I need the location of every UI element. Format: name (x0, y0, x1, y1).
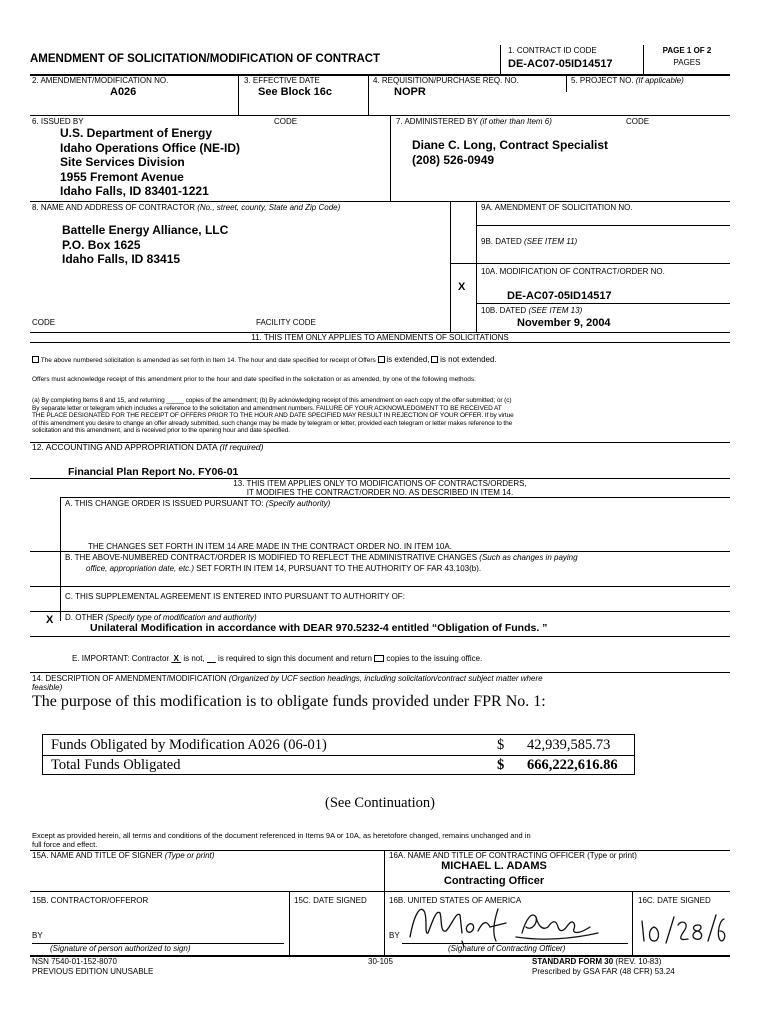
contractor-offeror-label: 15B. CONTRACTOR/OFFEROR (32, 896, 149, 905)
officer-name-label-text: 16A. NAME AND TITLE OF CONTRACTING OFFICER (389, 851, 585, 860)
contract-id-value: DE-AC07-05ID14517 (508, 58, 613, 70)
item11-line1 (32, 356, 497, 365)
except-line1: Except as provided herein, all terms and conditions of the document referenced in Items 9A or 10A, as heretofore changed, remains unchanged and in (32, 831, 531, 840)
item13e-text4: copies to the issuing office. (386, 654, 483, 663)
item13d-value: Unilateral Modification in accordance with DEAR 970.5232-4 entitled “Obligation of Funds. ” (90, 622, 548, 634)
signature-16-caption: (Signature of Contracting Officer) (448, 944, 566, 953)
funds-row-currency: $ (497, 757, 505, 773)
dated-10b-value: November 9, 2004 (517, 317, 611, 329)
contractor-line: Battelle Energy Alliance, LLC (62, 223, 229, 237)
item11-heading: 11. THIS ITEM ONLY APPLIES TO AMENDMENTS OF SOLICITATIONS (251, 333, 509, 342)
item13-heading-line1: 13. THIS ITEM APPLIES ONLY TO MODIFICATIONS OF CONTRACTS/ORDERS, (233, 479, 527, 488)
item11-line1a: The above numbered solicitation is amended as set forth in Item 14. The hour and date specified for receipt of Offers (40, 357, 376, 364)
form-title: AMENDMENT OF SOLICITATION/MODIFICATION OF CONTRACT (30, 53, 381, 65)
item13b-line2 (86, 564, 481, 573)
admin-line: (208) 526-0949 (412, 153, 495, 167)
item13b-text1: B. THE ABOVE-NUMBERED CONTRACT/ORDER IS MODIFIED TO REFLECT THE ADMINISTRATIVE CHANGES (65, 553, 478, 562)
item13-heading-line2: IT MODIFIES THE CONTRACT/ORDER NO. AS DESCRIBED IN ITEM 14. (246, 488, 514, 497)
date-signed-15c-label: 15C. DATE SIGNED (294, 896, 367, 905)
standard-form-name: STANDARD FORM 30 (532, 957, 614, 966)
item13b-text2a: office, appropriation date, etc.) (86, 564, 195, 573)
item13a-label (65, 499, 330, 508)
signer-name-label-text: 15A. NAME AND TITLE OF SIGNER (32, 851, 163, 860)
contractor-label (32, 203, 340, 212)
not-extended-checkbox[interactable] (431, 356, 438, 363)
requisition-label: 4. REQUISITION/PURCHASE REQ. NO. (373, 76, 519, 85)
requisition-value: NOPR (394, 86, 426, 98)
pages-label: PAGES (673, 58, 701, 67)
dated-9b-label (481, 237, 577, 246)
administered-by-label (396, 117, 552, 126)
prescribed-by: Prescribed by GSA FAR (48 CFR) 53.24 (532, 967, 675, 976)
item13d-label-text: D. OTHER (65, 613, 104, 622)
description-note2: feasible) (32, 683, 63, 692)
amendment-solicitation-label: 9A. AMENDMENT OF SOLICITATION NO. (481, 203, 633, 212)
funds-row-currency: $ (497, 737, 505, 753)
by-label-15: BY (32, 931, 43, 940)
item11-para-line: solicitation and this amendment, and is received prior to the opening hour and date specified. (32, 427, 290, 434)
contractor-note: (No., street, county, State and Zip Code) (197, 203, 341, 212)
contractor-label-text: 8. NAME AND ADDRESS OF CONTRACTOR (32, 203, 195, 212)
project-no-label-text: 5. PROJECT NO. (571, 76, 634, 85)
facility-code-label: FACILITY CODE (256, 318, 316, 327)
accounting-label (32, 443, 263, 452)
funds-row-amount: 42,939,585.73 (527, 737, 611, 753)
modification-x-mark: X (458, 281, 466, 293)
item11-line2: Offers must acknowledge receipt of this amendment prior to the hour and date specified in the solicitation or as amended, by one of the following methods: (32, 376, 476, 383)
item13b-text2b: SET FORTH IN ITEM 14, PURSUANT TO THE AUTHORITY OF FAR 43.103(b). (196, 564, 482, 573)
funds-row-label: Funds Obligated by Modification A026 (06-01) (51, 737, 327, 753)
issuer-line: 1955 Fremont Avenue (60, 169, 184, 184)
contractor-address (62, 223, 228, 267)
item13e-text2: is not, (183, 654, 205, 663)
issuer-line: U.S. Department of Energy (60, 126, 213, 140)
item11-paragraph (32, 397, 730, 435)
date-signed-handwritten (636, 911, 728, 945)
description-label-text: 14. DESCRIPTION OF AMENDMENT/MODIFICATION (32, 674, 227, 683)
item13b-note: (Such as changes in paying (479, 553, 578, 562)
by-label-16: BY (389, 931, 400, 940)
administered-by-note: (if other than Item 6) (479, 117, 552, 126)
accounting-note: (If required) (219, 442, 264, 452)
project-no-label (571, 76, 684, 85)
except-text (32, 832, 531, 849)
contract-id-label: 1. CONTRACT ID CODE (508, 46, 597, 55)
signer-name-note: (Type or print) (164, 851, 215, 860)
officer-signature (402, 897, 602, 947)
administered-by-label-text: 7. ADMINISTERED BY (396, 117, 478, 126)
signature-15-caption: (Signature of person authorized to sign) (50, 944, 191, 953)
item13c-text: C. THIS SUPPLEMENTAL AGREEMENT IS ENTERED INTO PURSUANT TO AUTHORITY OF: (65, 592, 405, 601)
amendment-no-label: 2. AMENDMENT/MODIFICATION NO. (32, 76, 169, 85)
extended-text: is extended, (386, 355, 430, 364)
issued-by-code-label: CODE (274, 117, 298, 126)
officer-title: Contracting Officer (443, 875, 545, 887)
officer-name-label (389, 851, 637, 860)
dated-10b-note: (SEE ITEM 13) (528, 306, 583, 315)
description-label (32, 674, 543, 683)
contractor-code-label: CODE (32, 318, 56, 327)
effective-date-value: See Block 16c (258, 86, 332, 98)
dated-9b-label-text: 9B. DATED (481, 237, 522, 246)
administered-by-code-label: CODE (626, 117, 650, 126)
item13a-text: THE CHANGES SET FORTH IN ITEM 14 ARE MADE IN THE CONTRACT ORDER NO. IN ITEM 10A. (88, 542, 452, 551)
item13d-note: (Specify type of modification and authority) (105, 613, 257, 622)
date-signed-16c-label: 16C. DATE SIGNED (638, 896, 711, 905)
item13-heading (30, 479, 730, 497)
item13a-label-text: A. THIS CHANGE ORDER IS ISSUED PURSUANT TO: (65, 499, 264, 508)
effective-date-label: 3. EFFECTIVE DATE (244, 76, 320, 85)
except-line2: full force and effect. (32, 839, 98, 849)
modification-contract-value: DE-AC07-05ID14517 (507, 290, 612, 302)
dated-10b-label-text: 10B. DATED (481, 306, 527, 315)
project-no-note: (If applicable) (635, 76, 684, 85)
item13e-line (72, 654, 482, 663)
funds-table (42, 734, 635, 775)
contractor-line: Idaho Falls, ID 83415 (62, 252, 181, 266)
not-extended-text: is not extended. (440, 355, 497, 364)
extended-checkbox[interactable] (378, 356, 385, 363)
sf30-form (30, 45, 730, 990)
purpose-text: The purpose of this modification is to obligate funds provided under FPR No. 1: (32, 693, 546, 710)
copies-box[interactable] (374, 655, 384, 662)
nsn-text: NSN 7540-01-152-8070 (32, 957, 117, 966)
item13d-label (65, 613, 257, 622)
amendment-no-value: A026 (110, 86, 137, 98)
item13a-note: (Specify authority) (265, 499, 331, 508)
see-continuation: (See Continuation) (325, 795, 435, 811)
officer-name: MICHAEL L. ADAMS (441, 860, 547, 872)
item13d-x-mark: X (46, 614, 54, 626)
admin-line: Diane C. Long, Contract Specialist (412, 138, 609, 152)
united-states-label: 16B. UNITED STATES OF AMERICA (389, 896, 522, 905)
description-note1: (Organized by UCF section headings, including solicitation/contract subject matter where (228, 674, 543, 683)
item13e-text1: E. IMPORTANT: Contractor (72, 654, 170, 663)
signer-name-label (32, 851, 214, 860)
dated-10b-label (481, 306, 582, 315)
standard-form-rev: (REV. 10-83) (615, 957, 662, 966)
dated-9b-note: (SEE ITEM 11) (523, 237, 578, 246)
accounting-label-text: 12. ACCOUNTING AND APPROPRIATION DATA (32, 442, 218, 452)
page-label: PAGE 1 OF 2 (662, 46, 712, 55)
item11-para-line: By separate letter or telegram which includes a reference to the solicitation and amendment numbers. FAILURE OF YOUR ACKNOWLEDGMENT TO BE RECEIVED AT (32, 404, 502, 412)
officer-name-note: (Type or print) (587, 851, 637, 860)
modification-contract-label: 10A. MODIFICATION OF CONTRACT/ORDER NO. (481, 267, 665, 276)
item11-para-line: THE PLACE DESIGNATED FOR THE RECEIPT OF OFFERS PRIOR TO THE HOUR AND DATE SPECIFIED MAY RESULT IN REJECTION OF YOUR OFFER. If by virtue (32, 412, 514, 419)
accounting-value: Financial Plan Report No. FY06-01 (68, 466, 239, 478)
previous-edition-text: PREVIOUS EDITION UNUSABLE (32, 967, 154, 976)
form-center-code: 30-105 (368, 957, 393, 966)
issuer-line: Site Services Division (60, 155, 185, 169)
item11-para-line: (a) By completing Items 8 and 15, and returning _____ copies of the amendment; (b) By acknowledging receipt of this amendment on each copy of the offer submitted; or (c) (32, 397, 512, 404)
item13b-line1 (65, 553, 578, 562)
item11-para-line: of this amendment you desire to change an offer already submitted, such change may be made by telegram or letter, provided each telegram or letter makes reference to the (32, 419, 513, 427)
funds-row-label: Total Funds Obligated (51, 757, 181, 773)
issuer-line: Idaho Falls, ID 83401-1221 (60, 184, 209, 198)
item13e-text3: is required to sign this document and return (218, 654, 372, 663)
item11-checkbox[interactable] (32, 356, 39, 363)
funds-row-amount: 666,222,616.86 (527, 757, 618, 773)
contractor-line: P.O. Box 1625 (62, 237, 141, 252)
issued-by-label: 6. ISSUED BY (32, 117, 84, 126)
issuer-address (60, 126, 240, 199)
standard-form (532, 957, 661, 966)
issuer-line: Idaho Operations Office (NE-ID) (60, 140, 241, 155)
item13e-x-mark: X (173, 654, 179, 663)
